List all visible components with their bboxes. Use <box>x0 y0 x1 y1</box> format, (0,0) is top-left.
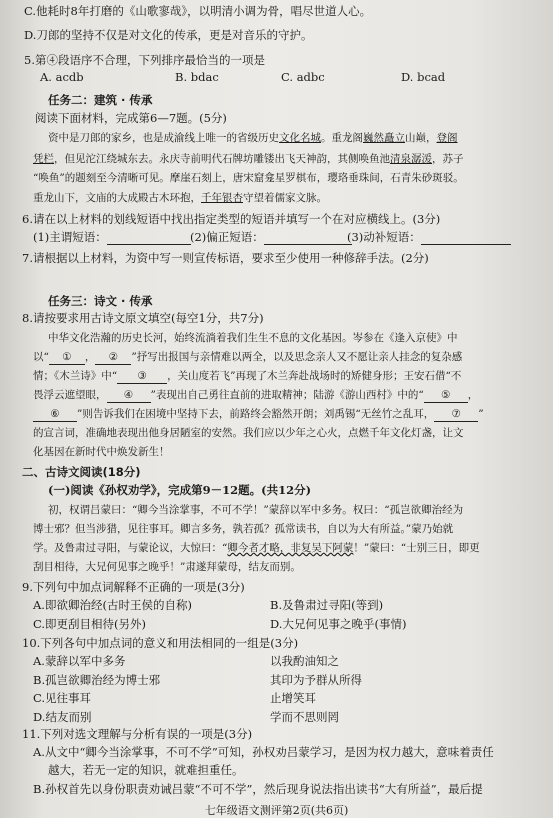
text-segment: 重龙山下，文庙的大成殿古木环抱， <box>33 192 201 204</box>
q9-option: C.即更刮目相待(另外) <box>33 617 147 631</box>
q9-option: A.即欲卿治经(古时王侯的自称) <box>33 598 192 612</box>
q11-option-line: B.孙权首先以身份职责劝诫吕蒙“不可不学”，然后现身说法指出读书“大有所益”，最后提 <box>33 782 483 796</box>
text-segment: (2)偏正短语： <box>190 230 264 244</box>
text-segment: (3)动补短语： <box>347 230 421 244</box>
task2-passage-line <box>33 152 464 166</box>
q4-option-c: C.他耗时8年打磨的《山歌寥哉》，以明清小调为骨，唱尽世道人心。 <box>24 4 372 18</box>
q9-option: B.及鲁肃过寻阳(等到) <box>270 598 384 612</box>
q10-option-pair: 学而不思则罔 <box>270 709 339 724</box>
q9-option: D.大兄何见事之晚乎(事情) <box>270 617 407 631</box>
classical-passage-line: 博士邪？但当涉猎，见往事耳。卿言多务，孰若孤？孤常读书，自以为大有所益。”蒙乃始就 <box>33 523 454 535</box>
text-segment: 守望着儒家文脉。 <box>243 192 327 204</box>
text-segment: ”表现出自己勇往直前的进取精神；陆游《游山西村》中的“ <box>150 389 424 401</box>
task3-passage-line <box>33 407 484 422</box>
phrase-underlined: 登阁 <box>436 132 458 144</box>
classical-passage-line: 刮目相待，大兄何见事之晚乎！”肃遂拜蒙母，结友而别。 <box>33 561 301 573</box>
classical-passage-line <box>33 541 480 555</box>
part2-subtitle: (一)阅读《孙权劝学》，完成第9－12题。(共12分) <box>48 483 312 497</box>
text-segment: 以“ <box>33 351 49 363</box>
task2-passage-line <box>48 131 458 145</box>
wavy-underlined-sentence: 卿今者才略，非复吴下阿蒙 <box>227 542 354 554</box>
q10-option: B.孤岂欲卿治经为博士邪 <box>33 672 161 687</box>
text-segment: ，但见沱江绕城东去。永庆寺前明代石牌坊雕镂出飞天神韵，其侧唤鱼池 <box>54 153 390 165</box>
task3-passage-line: 化基因在新时代中焕发新生！ <box>33 446 170 458</box>
q4-option-d: D.刀郎的坚持不仅是对文化的传承，更是对音乐的守护。 <box>24 28 313 42</box>
q6-fill <box>347 230 511 245</box>
text-segment: (1)主谓短语： <box>33 230 107 244</box>
text-segment: ”则告诉我们在困境中坚持下去，前路终会豁然开朗；刘禹锡“无丝竹之乱耳， <box>77 408 435 420</box>
answer-blank <box>264 230 352 245</box>
q5-option: D. bcad <box>401 70 446 84</box>
q10-option: D.结友而别 <box>33 709 92 724</box>
q6-stem: 6.请在以上材料的划线短语中找出指定类型的短语并填写一个在对应横线上。(3分) <box>22 212 441 226</box>
answer-blank <box>107 230 191 245</box>
q5-option: B. bdac <box>175 70 219 84</box>
fill-blank: ④ <box>107 388 151 403</box>
q11-option-line: 越大，若无一定的知识，就难担重任。 <box>48 763 244 777</box>
page-footer: 七年级语文测评第2页(共6页) <box>204 804 349 817</box>
task2-passage-line <box>33 171 464 185</box>
q11-stem: 11.下列对选文理解与分析有误的一项是(3分) <box>22 727 253 741</box>
task3-passage-line <box>33 388 478 403</box>
text-segment: ， <box>467 389 479 401</box>
q8-stem: 8.请按要求用古诗文原文填空(每空1分，共7分) <box>22 311 264 325</box>
q7-stem: 7.请根据以上材料，为资中写一则宣传标语，要求至少使用一种修辞手法。(2分) <box>22 251 429 265</box>
fill-blank: ⑦ <box>434 407 478 422</box>
text-segment: 学。及鲁肃过寻阳，与蒙论议，大惊曰：“ <box>33 542 228 554</box>
task3-passage-line <box>33 369 461 384</box>
q10-option-pair: 止增笑耳 <box>270 691 316 705</box>
text-segment: ， <box>84 351 96 363</box>
phrase-underlined: 文化名城 <box>279 132 321 144</box>
q10-option: A.蒙辞以军中多务 <box>33 654 126 668</box>
phrase-underlined: 凭栏 <box>33 153 54 165</box>
task2-passage-line <box>33 191 327 205</box>
phrase-underlined: 巍然矗立 <box>363 132 405 144</box>
task3-passage-line: 中华文化浩瀚的历史长河，始终流淌着我们生生不息的文化基因。岑参在《逢入京使》中 <box>48 332 458 344</box>
phrase-underlined: 千年银杏 <box>201 192 243 204</box>
text-segment: 资中是刀郎的家乡，也是成渝线上唯一的省级历史 <box>48 132 279 144</box>
fill-blank: ② <box>95 350 131 365</box>
q5-option: C. adbc <box>281 70 325 84</box>
text-segment: 山巅， <box>405 132 437 144</box>
text-segment: 。重龙阁 <box>321 132 363 144</box>
q10-option: C.见往事耳 <box>33 691 92 705</box>
task2-title: 任务二：建筑 · 传承 <box>48 93 153 107</box>
task3-passage-line: 的宣言词，准确地表现出他身居陋室的安然。我们应以少年之心火，点燃千年文化灯盏，让文 <box>33 427 464 439</box>
text-segment: ！”蒙曰：“士别三日，即更 <box>353 542 480 554</box>
q10-option-pair: 以我酌油知之 <box>270 654 339 668</box>
q6-fill <box>33 230 191 245</box>
task3-passage-line <box>33 350 462 365</box>
q10-option-pair: 其印为予群从所得 <box>270 672 362 687</box>
q5-option: A. acdb <box>40 70 84 84</box>
fill-blank: ⑤ <box>424 388 468 403</box>
fill-blank: ⑥ <box>33 407 77 422</box>
text-segment: ”抒写出报国与亲情难以两全，以及思念亲人又不愿让亲人挂念的复杂感 <box>131 351 463 363</box>
text-segment: 情；《木兰诗》中“ <box>33 370 118 382</box>
q6-fill <box>190 230 352 245</box>
text-segment: “唤鱼”的题刻至今清晰可见。摩崖石刻上，唐宋窟龛星罗棋布，璎珞垂珠间，石青朱砂斑驳。 <box>33 172 464 184</box>
text-segment: ，关山度若飞”再现了木兰奔赴战场时的矫健身形；王安石借“不 <box>167 370 462 382</box>
q10-stem: 10.下列各句中加点词的意义和用法相同的一组是(3分) <box>22 636 299 650</box>
q9-stem: 9.下列句中加点词解释不正确的一项是(3分) <box>22 580 245 594</box>
phrase-underlined: 清泉潺湲 <box>390 153 432 165</box>
task2-intro: 阅读下面材料，完成第6—7题。(5分) <box>35 111 227 125</box>
part2-title: 二、古诗文阅读(18分) <box>22 465 141 479</box>
text-segment: ，苏子 <box>432 153 464 165</box>
fill-blank: ③ <box>117 369 167 384</box>
task3-title: 任务三：诗文 · 传承 <box>48 294 153 308</box>
answer-blank <box>421 230 511 245</box>
q11-option-line: A.从文中“卿今当涂掌事，不可不学”可知，孙权劝吕蒙学习，是因为权力越大，意味着责任 <box>33 745 494 759</box>
q5-stem: 5.第④段语序不合理，下列排序最恰当的一项是 <box>24 53 265 67</box>
fill-blank: ① <box>49 350 85 365</box>
text-segment: 畏浮云遮望眼， <box>33 389 107 401</box>
text-segment: ” <box>478 408 484 420</box>
classical-passage-line: 初，权谓吕蒙曰：“卿今当涂掌事，不可不学！”蒙辞以军中多务。权曰：“孤岂欲卿治经为 <box>48 504 464 516</box>
